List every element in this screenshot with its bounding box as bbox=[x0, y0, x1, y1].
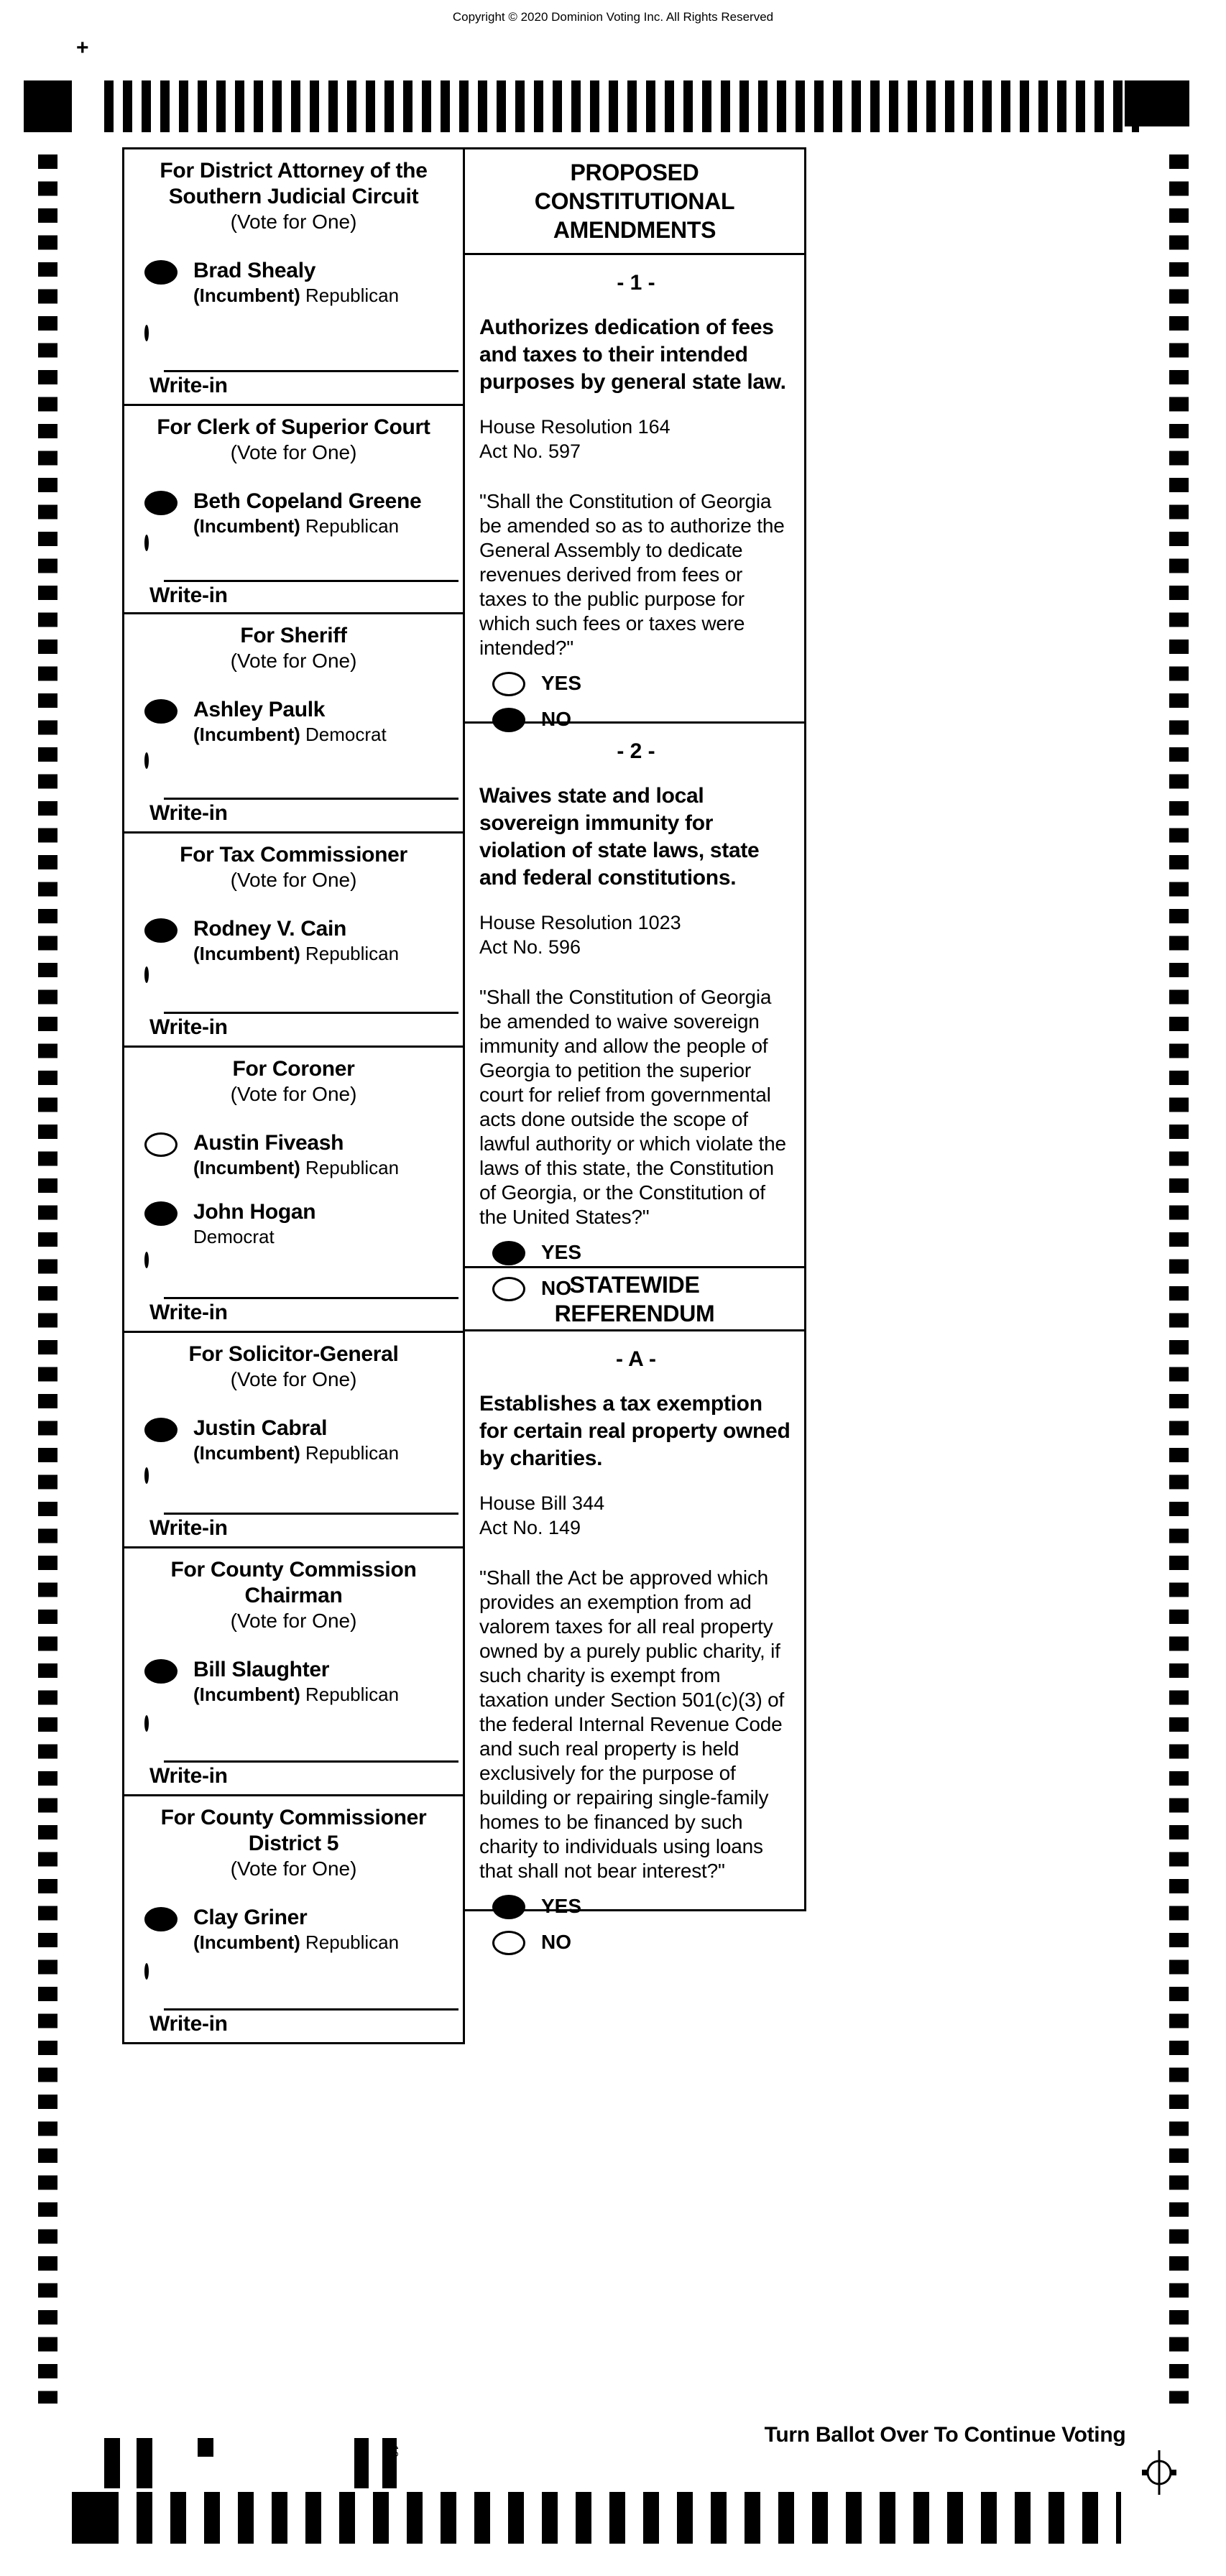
candidate-party bbox=[193, 1931, 399, 1953]
candidate-name: Bill Slaughter bbox=[193, 1658, 330, 1681]
write-in-label: Write-in bbox=[149, 2012, 228, 2036]
vote-bubble-empty[interactable] bbox=[144, 1132, 178, 1157]
contest-header bbox=[124, 1548, 463, 1633]
yes-label: YES bbox=[541, 672, 582, 694]
timing-block-top-left bbox=[24, 80, 72, 132]
write-in-bubble-empty[interactable] bbox=[144, 535, 149, 551]
write-in-label: Write-in bbox=[149, 801, 228, 825]
contest-box bbox=[122, 1048, 465, 1333]
candidate-party bbox=[193, 285, 399, 306]
candidate-name: Beth Copeland Greene bbox=[193, 489, 422, 513]
write-in-label: Write-in bbox=[149, 1516, 228, 1540]
write-in-bubble-empty[interactable] bbox=[144, 752, 149, 769]
candidate-row bbox=[124, 698, 463, 745]
contest-header bbox=[124, 1048, 463, 1107]
write-in-label: Write-in bbox=[149, 374, 228, 397]
yes-vote-row bbox=[479, 670, 793, 696]
contest-box bbox=[122, 1333, 465, 1548]
candidate-party bbox=[193, 943, 399, 964]
candidate-row bbox=[124, 1658, 463, 1705]
copyright-text: Copyright © 2020 Dominion Voting Inc. All Rights Reserved bbox=[452, 10, 774, 24]
contest-box bbox=[122, 1548, 465, 1796]
candidate-text bbox=[193, 698, 387, 745]
measure-summary: Establishes a tax exemption for certain real property owned by charities. bbox=[479, 1392, 791, 1470]
party-label: Republican bbox=[305, 285, 400, 306]
incumbent-label: (Incumbent) bbox=[193, 724, 300, 745]
yes-vote-row bbox=[479, 1239, 793, 1265]
write-in-section bbox=[124, 1254, 463, 1331]
candidate-party bbox=[193, 1442, 399, 1464]
measures-column bbox=[463, 147, 806, 1953]
incumbent-label: (Incumbent) bbox=[193, 1442, 300, 1464]
write-in-line[interactable] bbox=[164, 1297, 458, 1299]
vote-bubble-filled[interactable] bbox=[144, 1201, 178, 1226]
measure-authority bbox=[479, 1491, 793, 1540]
contest-title: Southern Judicial Circuit bbox=[168, 185, 419, 208]
candidate-text bbox=[193, 1906, 399, 1953]
candidate-party bbox=[193, 1226, 315, 1247]
yes-vote-row bbox=[479, 1893, 793, 1919]
incumbent-label: (Incumbent) bbox=[193, 1931, 300, 1953]
contest-title: For Coroner bbox=[232, 1057, 355, 1081]
contest-box bbox=[122, 614, 465, 834]
write-in-bubble-empty[interactable] bbox=[144, 1252, 149, 1268]
vote-bubble-filled[interactable] bbox=[144, 491, 178, 515]
measure-number: - 2 - bbox=[617, 739, 655, 763]
timing-marks-left bbox=[38, 154, 57, 2404]
party-label: Republican bbox=[305, 943, 400, 964]
measure-question: "Shall the Constitution of Georgia be amended so as to authorize the General Assembly to dedicate revenues derived from fees or taxes to the public purpose for which such fees or taxes were intended?" bbox=[479, 490, 785, 659]
candidate-text bbox=[193, 917, 399, 964]
timing-block-top-right bbox=[1125, 80, 1189, 126]
vote-bubble-filled[interactable] bbox=[144, 1659, 178, 1684]
write-in-section bbox=[124, 1965, 463, 2042]
candidate-text bbox=[193, 1131, 399, 1178]
measure-authority bbox=[479, 910, 793, 959]
yes-label: YES bbox=[541, 1895, 582, 1917]
timing-block-bottom-left bbox=[72, 2492, 119, 2544]
candidate-name: Clay Griner bbox=[193, 1906, 308, 1929]
yes-bubble-filled[interactable] bbox=[492, 1895, 525, 1919]
incumbent-label: (Incumbent) bbox=[193, 515, 300, 537]
candidate-name: Rodney V. Cain bbox=[193, 917, 347, 941]
write-in-line[interactable] bbox=[164, 1513, 458, 1515]
measure-authority-line: House Resolution 164 bbox=[479, 416, 670, 438]
candidate-name: Brad Shealy bbox=[193, 259, 316, 282]
party-label: Democrat bbox=[193, 1226, 275, 1247]
incumbent-label: (Incumbent) bbox=[193, 1157, 300, 1178]
party-label: Democrat bbox=[305, 724, 387, 745]
measure-summary: Authorizes dedication of fees and taxes to their intended purposes by general state law. bbox=[479, 315, 786, 394]
candidate-name: Justin Cabral bbox=[193, 1416, 328, 1440]
candidate-row bbox=[124, 1200, 463, 1247]
candidate-row bbox=[124, 917, 463, 964]
vote-bubble-filled[interactable] bbox=[144, 1418, 178, 1442]
candidate-name: John Hogan bbox=[193, 1200, 316, 1224]
candidate-row bbox=[124, 1131, 463, 1178]
vote-for-instruction: (Vote for One) bbox=[230, 869, 357, 891]
vote-for-instruction: (Vote for One) bbox=[230, 1857, 357, 1880]
timing-bars-top bbox=[104, 80, 1139, 132]
contest-title: For Solicitor-General bbox=[188, 1342, 399, 1366]
incumbent-label: (Incumbent) bbox=[193, 1684, 300, 1705]
measure-question: "Shall the Act be approved which provides an exemption from ad valorem taxes for all real property owned by a purely public charity, if such charity is exempt from taxation under Section 501(c)(3) of the federal Internal Revenue Code and such real property is held exclusively for the purpose of building or repairing single-family homes to be financed by such charity to individuals using loans that shall not bear interest?" bbox=[479, 1566, 785, 1882]
write-in-line[interactable] bbox=[164, 370, 458, 372]
measure-question: "Shall the Constitution of Georgia be amended to waive sovereign immunity and allow the people of Georgia to petition the superior court for relief from governmental acts done outside the scope of lawful authority or which violate the laws of this state, the Constitution of Georgia, or the Constitution of the United States?" bbox=[479, 986, 786, 1228]
no-label: NO bbox=[541, 1277, 571, 1299]
write-in-label: Write-in bbox=[149, 1015, 228, 1039]
timing-marks-top bbox=[24, 80, 1189, 132]
yes-bubble-empty[interactable] bbox=[492, 672, 525, 696]
stub-bar bbox=[354, 2438, 369, 2488]
candidate-party bbox=[193, 724, 387, 745]
registration-plus-mark: + bbox=[76, 36, 89, 60]
measure-authority-line: House Resolution 1023 bbox=[479, 912, 681, 933]
contest-title: For District Attorney of the bbox=[160, 159, 428, 183]
write-in-label: Write-in bbox=[149, 1764, 228, 1788]
stub-bar bbox=[137, 2438, 152, 2488]
measure-number: - A - bbox=[615, 1347, 657, 1371]
candidate-row bbox=[124, 1416, 463, 1464]
turn-ballot-over-text: Turn Ballot Over To Continue Voting bbox=[764, 2423, 1126, 2447]
contest-header bbox=[124, 1333, 463, 1392]
contest-title: For Tax Commissioner bbox=[180, 843, 407, 867]
party-label: Republican bbox=[305, 1931, 400, 1953]
stub-number: 19 bbox=[388, 2445, 400, 2457]
vote-for-instruction: (Vote for One) bbox=[230, 1083, 357, 1105]
measure-inner bbox=[465, 1331, 804, 1953]
contest-title: District 5 bbox=[248, 1832, 339, 1855]
vote-for-instruction: (Vote for One) bbox=[230, 1368, 357, 1390]
stub-bar bbox=[104, 2438, 120, 2488]
contest-header bbox=[124, 834, 463, 892]
no-label: NO bbox=[541, 708, 571, 730]
contests-column bbox=[122, 147, 465, 2044]
contest-box bbox=[122, 834, 465, 1048]
incumbent-label: (Incumbent) bbox=[193, 943, 300, 964]
write-in-section bbox=[124, 1717, 463, 1794]
yes-bubble-filled[interactable] bbox=[492, 1241, 525, 1265]
vote-bubble-filled[interactable] bbox=[144, 699, 178, 724]
write-in-section bbox=[124, 327, 463, 404]
write-in-section bbox=[124, 1469, 463, 1546]
contest-box bbox=[122, 1796, 465, 2044]
write-in-bubble-empty[interactable] bbox=[144, 1467, 149, 1484]
candidate-text bbox=[193, 259, 399, 306]
write-in-section bbox=[124, 754, 463, 831]
contest-header bbox=[124, 1796, 463, 1881]
candidate-party bbox=[193, 515, 421, 537]
ballot-stub-barcode bbox=[104, 2438, 442, 2494]
measure-authority-line: House Bill 344 bbox=[479, 1492, 605, 1514]
section-header-line: STATEWIDE bbox=[569, 1271, 700, 1298]
measure-authority-line: Act No. 597 bbox=[479, 440, 581, 462]
vote-for-instruction: (Vote for One) bbox=[230, 1610, 357, 1632]
vote-bubble-filled[interactable] bbox=[144, 1907, 178, 1931]
measure-box bbox=[463, 1331, 806, 1953]
candidate-text bbox=[193, 1658, 399, 1705]
timing-bars-bottom bbox=[137, 2492, 1121, 2544]
contest-box bbox=[122, 147, 465, 406]
vote-bubble-filled[interactable] bbox=[144, 260, 178, 285]
write-in-line[interactable] bbox=[164, 1012, 458, 1014]
section-header-line: CONSTITUTIONAL bbox=[534, 188, 735, 214]
contest-title: For Clerk of Superior Court bbox=[157, 415, 430, 439]
party-label: Republican bbox=[305, 1684, 400, 1705]
write-in-line[interactable] bbox=[164, 580, 458, 582]
write-in-label: Write-in bbox=[149, 1301, 228, 1324]
write-in-line[interactable] bbox=[164, 1760, 458, 1763]
measure-summary: Waives state and local sovereign immunity for violation of state laws, state and federal constitutions. bbox=[479, 784, 760, 890]
party-label: Republican bbox=[305, 1442, 400, 1464]
amendments-header-box bbox=[463, 147, 806, 255]
contest-title: For County Commission bbox=[170, 1558, 417, 1582]
measure-box bbox=[463, 255, 806, 730]
candidate-name: Ashley Paulk bbox=[193, 698, 326, 721]
write-in-bubble-empty[interactable] bbox=[144, 1963, 149, 1980]
write-in-bubble-empty[interactable] bbox=[144, 325, 149, 341]
section-header-line: PROPOSED bbox=[570, 160, 699, 185]
vote-bubble-filled[interactable] bbox=[144, 918, 178, 943]
candidate-row bbox=[124, 489, 463, 537]
write-in-section bbox=[124, 537, 463, 614]
measure-number: - 1 - bbox=[617, 271, 655, 295]
referendum-header-box bbox=[463, 1268, 806, 1331]
vote-for-instruction: (Vote for One) bbox=[230, 441, 357, 463]
candidate-party bbox=[193, 1157, 399, 1178]
write-in-section bbox=[124, 969, 463, 1045]
stub-mark bbox=[198, 2438, 213, 2457]
write-in-label: Write-in bbox=[149, 583, 228, 607]
party-label: Republican bbox=[305, 515, 400, 537]
measure-inner bbox=[465, 255, 804, 730]
candidate-text bbox=[193, 1416, 399, 1464]
section-header-line: AMENDMENTS bbox=[553, 217, 716, 243]
contest-header bbox=[124, 149, 463, 234]
section-header-line: REFERENDUM bbox=[554, 1300, 715, 1326]
vote-for-instruction: (Vote for One) bbox=[230, 211, 357, 233]
contest-title: For Sheriff bbox=[240, 624, 347, 647]
candidate-text bbox=[193, 1200, 315, 1247]
candidate-row bbox=[124, 1906, 463, 1953]
registration-crosshair-mark bbox=[1139, 2449, 1179, 2500]
vote-for-instruction: (Vote for One) bbox=[230, 650, 357, 672]
write-in-line[interactable] bbox=[164, 2008, 458, 2011]
contest-header bbox=[124, 614, 463, 673]
contest-box bbox=[122, 406, 465, 614]
party-label: Republican bbox=[305, 1157, 400, 1178]
write-in-bubble-empty[interactable] bbox=[144, 966, 149, 983]
contest-header bbox=[124, 406, 463, 465]
candidate-party bbox=[193, 1684, 399, 1705]
no-vote-row bbox=[479, 1929, 793, 1955]
write-in-line[interactable] bbox=[164, 798, 458, 800]
measure-authority bbox=[479, 415, 793, 463]
yes-label: YES bbox=[541, 1241, 582, 1263]
no-label: NO bbox=[541, 1931, 571, 1953]
write-in-bubble-empty[interactable] bbox=[144, 1715, 149, 1732]
candidate-text bbox=[193, 489, 421, 537]
incumbent-label: (Incumbent) bbox=[193, 285, 300, 306]
contest-title: For County Commissioner bbox=[160, 1806, 427, 1829]
measure-authority-line: Act No. 596 bbox=[479, 936, 581, 958]
candidate-row bbox=[124, 259, 463, 306]
timing-marks-bottom bbox=[72, 2492, 1121, 2544]
contest-title: Chairman bbox=[244, 1584, 343, 1607]
measure-authority-line: Act No. 149 bbox=[479, 1517, 581, 1538]
candidate-name: Austin Fiveash bbox=[193, 1131, 344, 1155]
no-bubble-empty[interactable] bbox=[492, 1931, 525, 1955]
timing-marks-right bbox=[1169, 154, 1189, 2404]
measure-votes bbox=[479, 1883, 793, 1970]
